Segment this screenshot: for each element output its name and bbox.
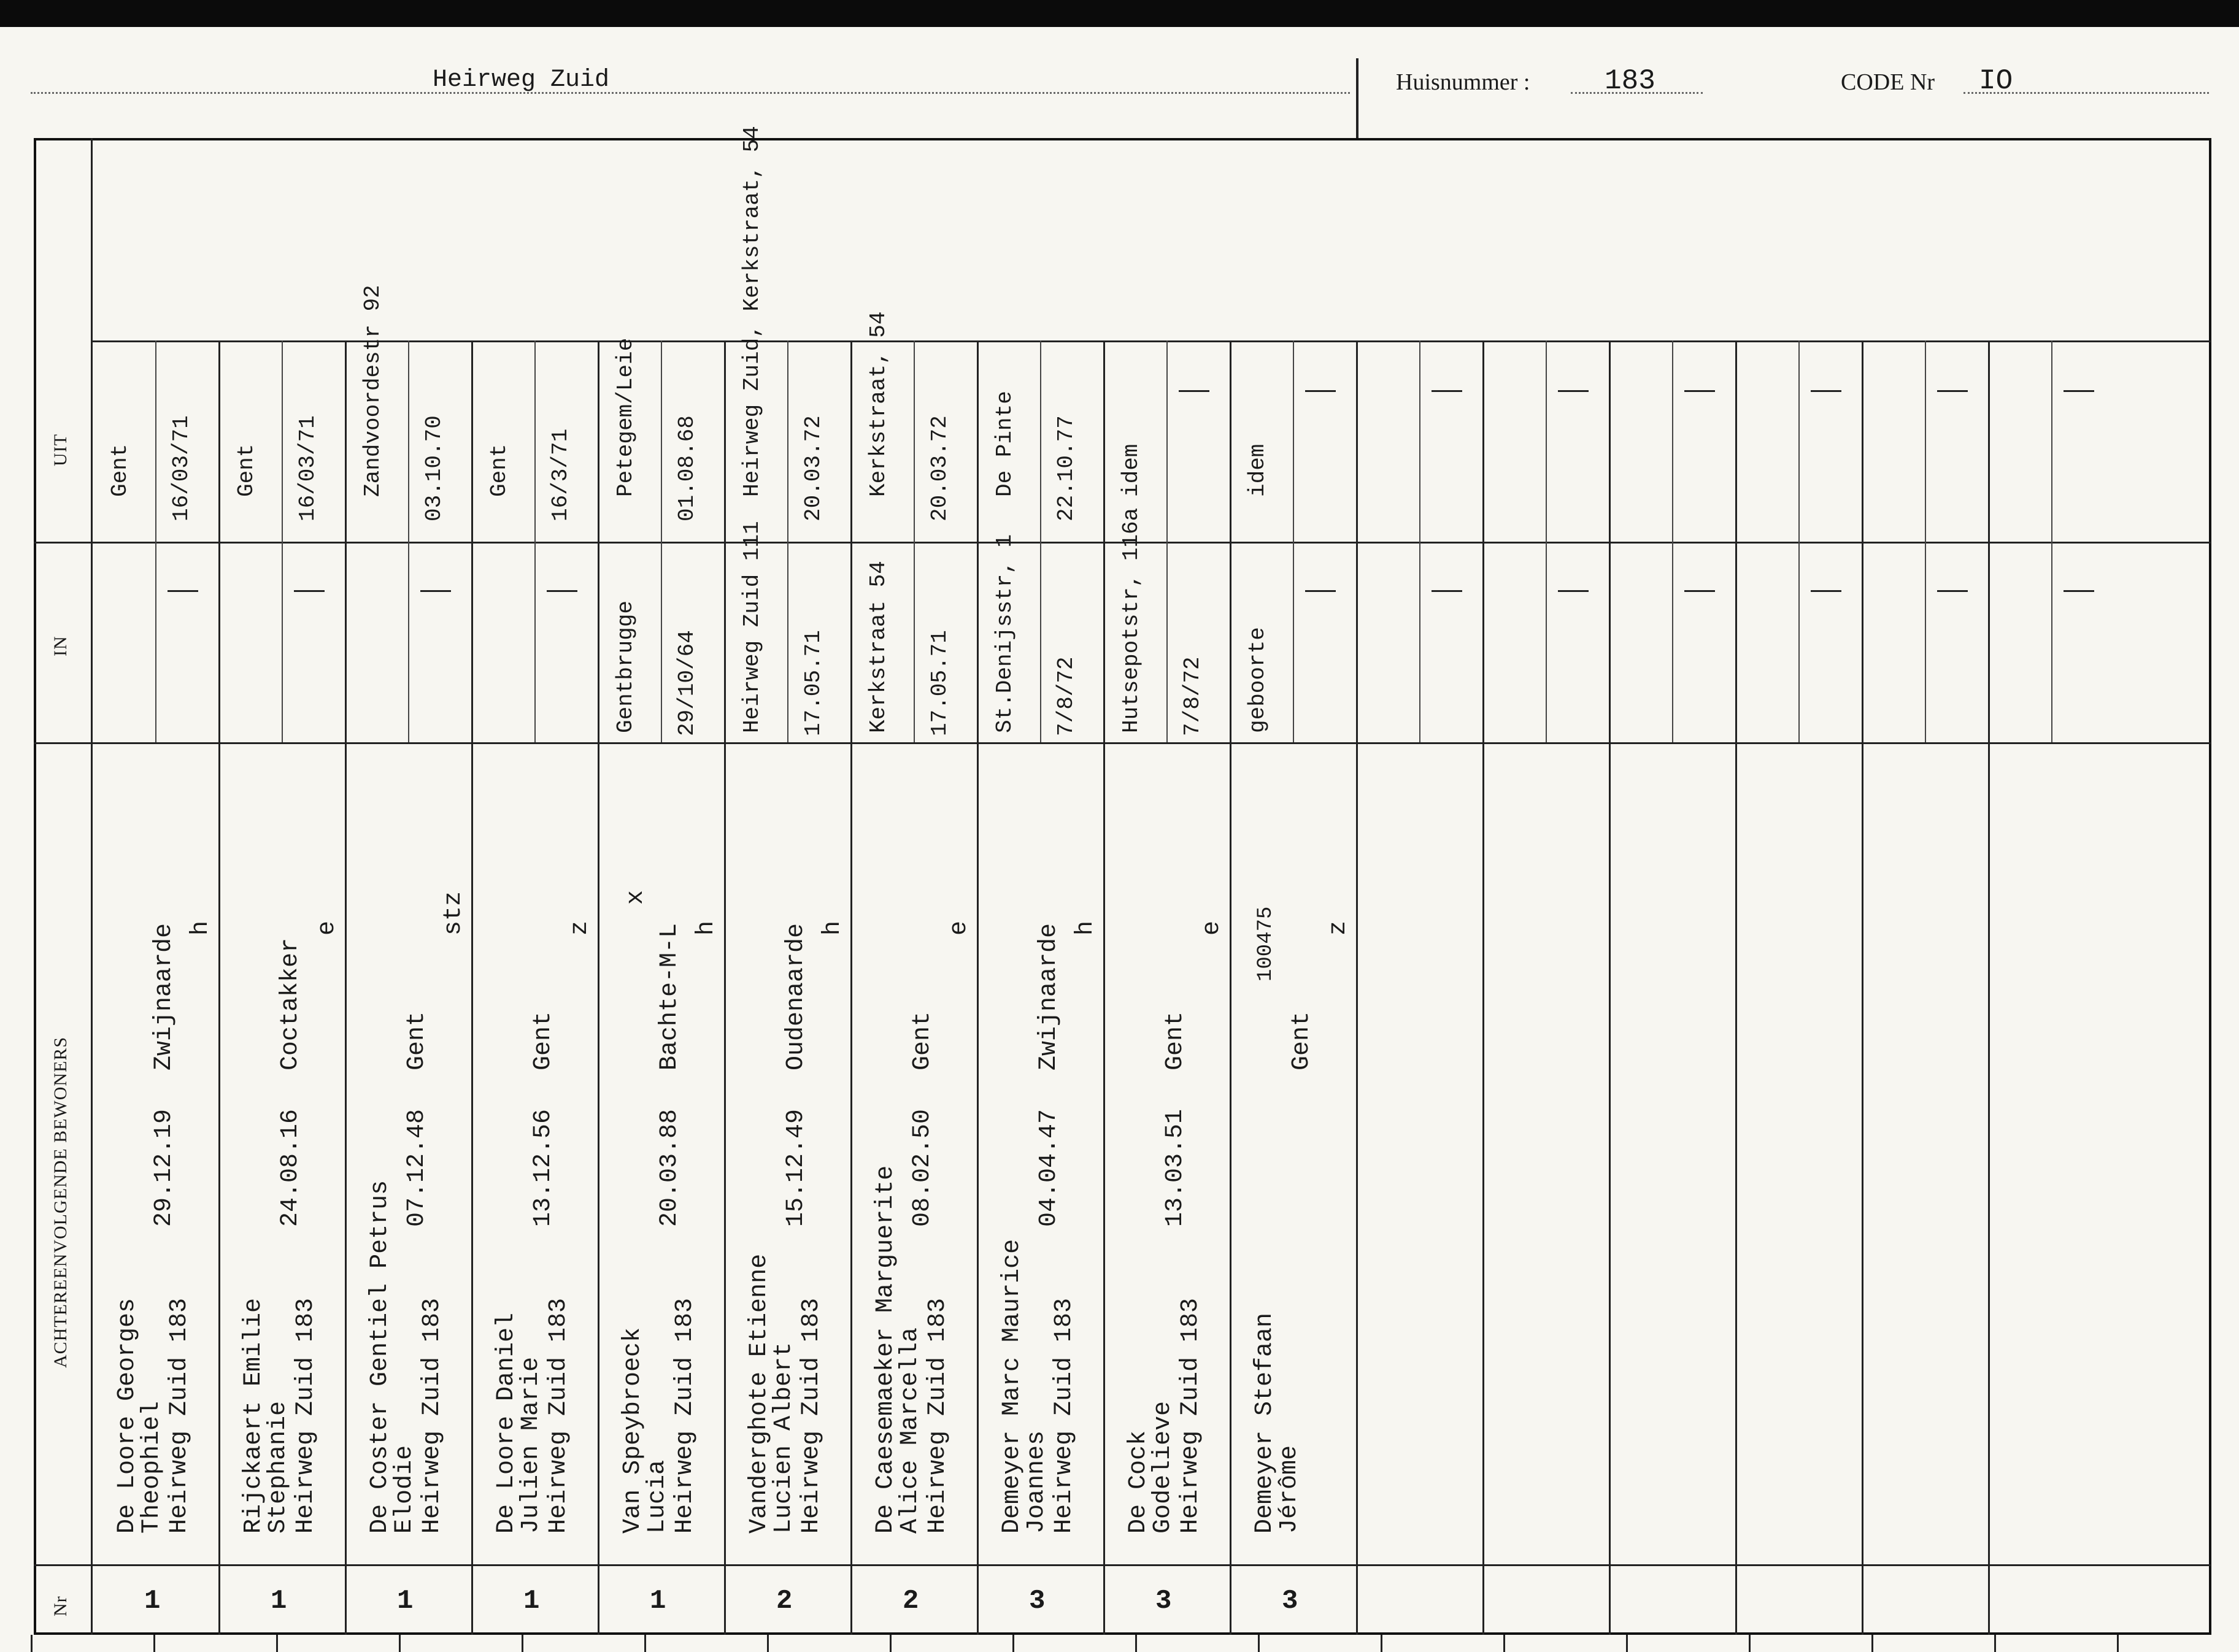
label-column-divider xyxy=(91,138,93,1635)
in-empty-dash xyxy=(2064,590,2094,592)
in-subdivider xyxy=(1293,542,1294,742)
in-empty-dash xyxy=(168,590,198,592)
house-number-label: Huisnummer : xyxy=(1396,69,1530,95)
uit-subdivider xyxy=(1293,340,1294,542)
uit-subdivider xyxy=(534,340,536,542)
uit-subdivider xyxy=(408,340,409,542)
uit-subdivider xyxy=(1419,340,1420,542)
row-number: 1 xyxy=(650,1586,666,1616)
household-code: e xyxy=(1198,920,1226,935)
ruler-tick xyxy=(1871,1635,1873,1652)
resident-name-1: Van Speybroeck xyxy=(619,1327,647,1534)
resident-name-1: De Cock xyxy=(1125,1430,1152,1534)
column-divider xyxy=(345,340,347,1635)
resident-name-1: Demeyer Stefaan xyxy=(1251,1312,1279,1534)
birth-date: 15.12.49 xyxy=(782,1108,810,1227)
uit-date: 01.08.68 xyxy=(674,415,699,521)
in-subdivider xyxy=(155,542,156,742)
in-empty-dash xyxy=(420,590,451,592)
uit-date: 20.03.72 xyxy=(801,415,826,521)
uit-place: Gent xyxy=(234,444,259,497)
birth-date: 20.03.88 xyxy=(656,1108,684,1227)
house-dotted-line xyxy=(1571,92,1703,94)
column-divider xyxy=(1862,340,1863,1635)
uit-subdivider xyxy=(155,340,156,542)
resident-name-2: Elodie xyxy=(391,1445,418,1534)
in-empty-dash xyxy=(294,590,325,592)
section-label-residents: ACHTEREENVOLGENDE BEWONERS xyxy=(50,1036,71,1368)
birth-place: Gent xyxy=(530,1011,557,1070)
ruler-tick xyxy=(1258,1635,1260,1652)
in-subdivider xyxy=(1166,542,1168,742)
row-number: 1 xyxy=(271,1586,287,1616)
in-subdivider xyxy=(1672,542,1673,742)
ruler-tick xyxy=(1135,1635,1137,1652)
uit-subdivider xyxy=(914,340,915,542)
in-empty-dash xyxy=(1432,590,1462,592)
row-number: 3 xyxy=(1029,1586,1046,1616)
in-residents-line xyxy=(34,742,2211,744)
scan-top-border xyxy=(0,0,2239,27)
uit-subdivider xyxy=(787,340,788,542)
ruler-tick xyxy=(276,1635,278,1652)
column-divider xyxy=(1356,340,1358,1635)
row-number: 1 xyxy=(397,1586,414,1616)
household-code: h xyxy=(1072,920,1100,935)
column-divider xyxy=(1735,340,1737,1635)
in-date: 7/8/72 xyxy=(1054,656,1079,736)
ruler-tick xyxy=(1626,1635,1628,1652)
birth-place: Zwijnaarde xyxy=(1035,923,1063,1070)
resident-name-2: Godelieve xyxy=(1149,1400,1177,1534)
ruler-tick xyxy=(522,1635,523,1652)
uit-subdivider xyxy=(1040,340,1041,542)
in-subdivider xyxy=(1546,542,1547,742)
uit-subdivider xyxy=(661,340,662,542)
ruler-tick xyxy=(767,1635,769,1652)
in-subdivider xyxy=(2051,542,2052,742)
in-subdivider xyxy=(787,542,788,742)
birth-place: Coctakker xyxy=(277,937,304,1070)
uit-place: Gent xyxy=(487,444,512,497)
in-subdivider xyxy=(1419,542,1420,742)
ruler-tick xyxy=(399,1635,401,1652)
birth-place: Gent xyxy=(403,1011,431,1070)
ruler-tick xyxy=(1381,1635,1382,1652)
resident-address: Heirweg Zuid 183 xyxy=(1177,1297,1204,1534)
section-label-in: IN xyxy=(50,636,71,656)
uit-subdivider xyxy=(1672,340,1673,542)
column-divider xyxy=(218,340,220,1635)
birth-date: 04.04.47 xyxy=(1035,1108,1063,1227)
in-subdivider xyxy=(1925,542,1926,742)
resident-name-1: Vanderghote Etienne xyxy=(746,1253,773,1534)
code-value: IO xyxy=(1979,65,2013,97)
household-code: h xyxy=(819,920,847,935)
resident-name-2: Alice Marcella xyxy=(896,1327,924,1534)
ruler-tick xyxy=(153,1635,155,1652)
ruler-tick xyxy=(644,1635,646,1652)
uit-place: idem xyxy=(1119,444,1144,497)
in-empty-dash xyxy=(1558,590,1589,592)
resident-name-2: Lucien Albert xyxy=(770,1342,798,1534)
column-divider xyxy=(1609,340,1611,1635)
in-empty-dash xyxy=(1811,590,1841,592)
birth-date: 13.12.56 xyxy=(530,1108,557,1227)
in-date: 7/8/72 xyxy=(1180,656,1205,736)
uit-subdivider xyxy=(1925,340,1926,542)
residents-nr-line xyxy=(34,1564,2211,1566)
ruler-tick xyxy=(1749,1635,1751,1652)
uit-empty-dash xyxy=(1432,390,1462,392)
resident-name-2: Jérôme xyxy=(1276,1445,1303,1534)
resident-address: Heirweg Zuid 183 xyxy=(798,1297,825,1534)
column-divider xyxy=(471,340,473,1635)
uit-date: 20.03.72 xyxy=(927,415,952,521)
uit-empty-dash xyxy=(1305,390,1336,392)
household-code-2: x xyxy=(622,889,650,905)
resident-name-2: Stephanie xyxy=(264,1400,292,1534)
resident-address: Heirweg Zuid 183 xyxy=(1050,1297,1078,1534)
section-label-uit: UIT xyxy=(50,434,71,466)
household-code: stz xyxy=(440,891,468,935)
ruler-tick xyxy=(1012,1635,1014,1652)
ruler-tick xyxy=(1994,1635,1996,1652)
in-empty-dash xyxy=(1684,590,1715,592)
code-dotted-line xyxy=(1963,92,2209,94)
uit-subdivider xyxy=(1166,340,1168,542)
column-divider xyxy=(1482,340,1484,1635)
uit-empty-dash xyxy=(1558,390,1589,392)
birth-date: 24.08.16 xyxy=(277,1108,304,1227)
in-subdivider xyxy=(282,542,283,742)
birth-place: Bachte-M-L xyxy=(656,923,684,1070)
household-code: h xyxy=(187,920,215,935)
resident-name-2: Theophiel xyxy=(138,1400,166,1534)
in-place: Hutsepotstr, 116a xyxy=(1119,507,1144,733)
uit-empty-dash xyxy=(1937,390,1968,392)
in-subdivider xyxy=(1040,542,1041,742)
birth-date: 08.02.50 xyxy=(909,1108,936,1227)
header-divider xyxy=(1356,58,1358,138)
column-divider xyxy=(598,340,599,1635)
street-name: Heirweg Zuid xyxy=(433,66,610,94)
uit-date: 22.10.77 xyxy=(1054,415,1079,521)
uit-empty-dash xyxy=(2064,390,2094,392)
household-code: z xyxy=(1325,920,1352,935)
resident-address: Heirweg Zuid 183 xyxy=(545,1297,572,1534)
in-subdivider xyxy=(914,542,915,742)
in-subdivider xyxy=(408,542,409,742)
uit-place: Zandvoordestr 92 xyxy=(360,285,385,497)
column-divider xyxy=(1988,340,1990,1635)
row-number: 2 xyxy=(776,1586,793,1616)
birth-date: 07.12.48 xyxy=(403,1108,431,1227)
in-subdivider xyxy=(661,542,662,742)
ruler-tick xyxy=(890,1635,892,1652)
row-number: 1 xyxy=(523,1586,540,1616)
resident-address: Heirweg Zuid 183 xyxy=(166,1297,193,1534)
household-code: z xyxy=(566,920,594,935)
uit-place: idem xyxy=(1245,444,1270,497)
uit-subdivider xyxy=(2051,340,2052,542)
resident-name-2: Joannes xyxy=(1023,1430,1050,1534)
row-number: 3 xyxy=(1155,1586,1172,1616)
resident-name-1: Demeyer Marc Maurice xyxy=(998,1239,1026,1534)
in-date: 17.05.71 xyxy=(927,630,952,736)
in-empty-dash xyxy=(547,590,577,592)
in-subdivider xyxy=(534,542,536,742)
uit-empty-dash xyxy=(1684,390,1715,392)
uit-date: 16/03/71 xyxy=(169,415,194,521)
uit-date: 16/03/71 xyxy=(295,415,320,521)
resident-name-1: Rijckaert Emilie xyxy=(240,1297,268,1534)
household-code: e xyxy=(946,920,973,935)
uit-place: Kerkstraat, 54 xyxy=(866,311,891,497)
birth-place: Zwijnaarde xyxy=(150,923,178,1070)
uit-subdivider xyxy=(282,340,283,542)
birth-place: Oudenaarde xyxy=(782,923,810,1070)
household-code: e xyxy=(314,920,341,935)
section-label-nr: Nr xyxy=(50,1596,71,1616)
resident-name-1: De Loore Daniel xyxy=(493,1312,520,1534)
resident-address: Heirweg Zuid 183 xyxy=(418,1297,446,1534)
uit-place: Gent xyxy=(107,444,133,497)
in-place: St.Denijsstr, 1 xyxy=(992,534,1017,733)
uit-date: 16/3/71 xyxy=(548,428,573,521)
column-divider xyxy=(724,340,726,1635)
header-dotted-line xyxy=(31,92,1350,94)
resident-name-1: De Coster Gentiel Petrus xyxy=(366,1180,394,1534)
resident-name-1: De Loore Georges xyxy=(114,1297,141,1534)
birth-date: 13.03.51 xyxy=(1162,1108,1189,1227)
resident-address: Heirweg Zuid 183 xyxy=(292,1297,320,1534)
household-code: h xyxy=(693,920,720,935)
extra-number: 100475 xyxy=(1254,906,1278,982)
in-empty-dash xyxy=(1305,590,1336,592)
ruler-tick xyxy=(1503,1635,1505,1652)
row-number: 3 xyxy=(1282,1586,1298,1616)
code-label: CODE Nr xyxy=(1841,69,1935,95)
in-place: Gentbrugge xyxy=(613,600,638,733)
birth-place: Gent xyxy=(1162,1011,1189,1070)
uit-place: De Pinte xyxy=(992,391,1017,497)
uit-subdivider xyxy=(1546,340,1547,542)
in-empty-dash xyxy=(1937,590,1968,592)
birth-place: Gent xyxy=(1288,1011,1316,1070)
uit-empty-dash xyxy=(1811,390,1841,392)
birth-date: 29.12.19 xyxy=(150,1108,178,1227)
uit-date: 03.10.70 xyxy=(422,415,447,521)
in-place: Heirweg Zuid 111 xyxy=(739,521,765,733)
row-number: 1 xyxy=(144,1586,161,1616)
house-number-value: 183 xyxy=(1605,65,1655,97)
birth-place: Gent xyxy=(909,1011,936,1070)
row-number: 2 xyxy=(903,1586,919,1616)
resident-name-1: De Caesemaeker Marguerite xyxy=(872,1165,900,1534)
uit-subdivider xyxy=(1798,340,1800,542)
resident-address: Heirweg Zuid 183 xyxy=(671,1297,699,1534)
column-divider xyxy=(1230,340,1231,1635)
uit-place: Petegem/Leie xyxy=(613,337,638,497)
resident-address: Heirweg Zuid 183 xyxy=(924,1297,952,1534)
in-place: Kerkstraat 54 xyxy=(866,561,891,733)
uit-empty-dash xyxy=(1179,390,1209,392)
in-date: 17.05.71 xyxy=(801,630,826,736)
column-divider xyxy=(977,340,979,1635)
in-subdivider xyxy=(1798,542,1800,742)
ruler-tick xyxy=(31,1635,33,1652)
in-place: geboorte xyxy=(1245,627,1270,733)
column-divider xyxy=(1103,340,1105,1635)
resident-name-2: Lucia xyxy=(644,1459,671,1534)
uit-place: Heirweg Zuid, Kerkstraat, 54 xyxy=(739,126,765,497)
column-divider xyxy=(850,340,852,1635)
in-date: 29/10/64 xyxy=(674,630,699,736)
ruler-tick xyxy=(2117,1635,2119,1652)
resident-name-2: Julien Marie xyxy=(517,1356,545,1534)
